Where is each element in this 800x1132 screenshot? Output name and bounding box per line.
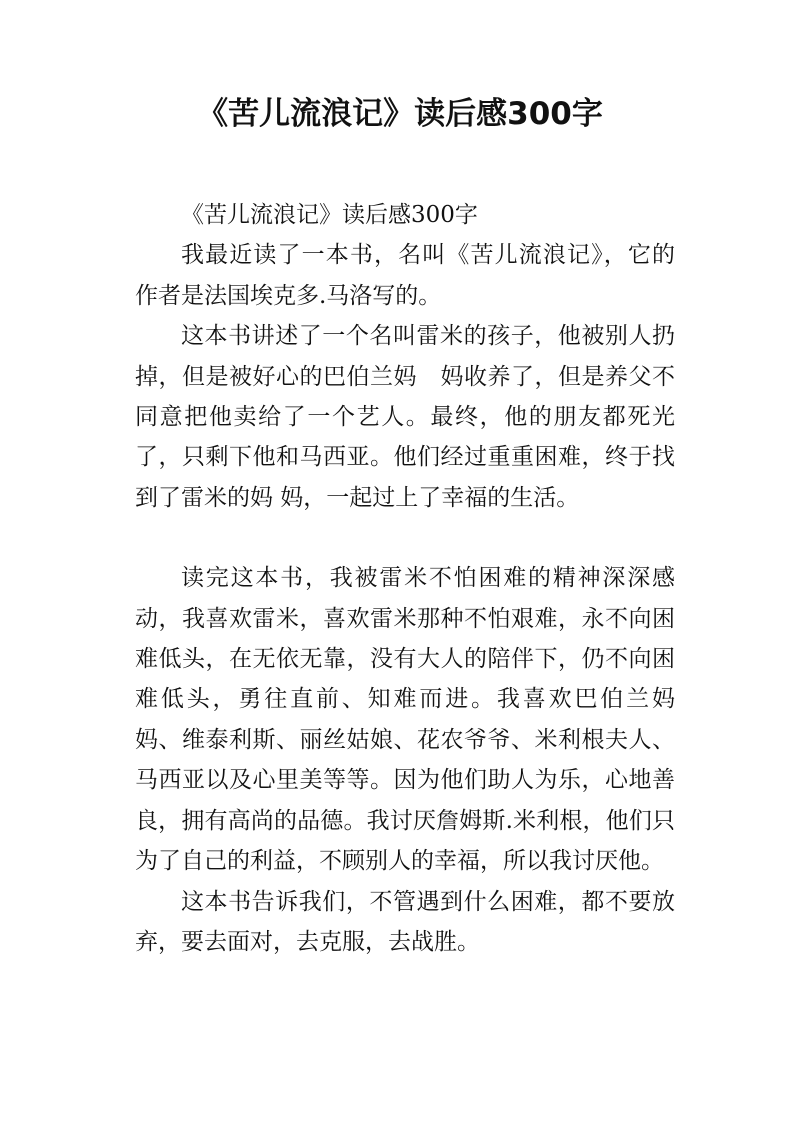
paragraph-subtitle: 《苦儿流浪记》读后感300字 [181, 202, 478, 228]
document-title: 《苦儿流浪记》读后感300字 [197, 96, 603, 132]
paragraph-summary: 这本书讲述了一个名叫雷米的孩子，他被别人扔掉，但是被好心的巴伯兰妈 妈收养了，但是养父不同意把他卖给了一个艺人。最终，他的朋友都死光了，只剩下他和马西亚。他们经过重重困难，终于找到了雷米的妈 妈，一起过上了幸福的生活。 [135, 323, 675, 511]
paragraph-spacer [135, 518, 675, 558]
paragraph-intro: 我最近读了一本书，名叫《苦儿流浪记》，它的作者是法国埃克多.马洛写的。 [135, 242, 675, 309]
document-body [135, 195, 698, 962]
paragraph-conclusion: 这本书告诉我们，不管遇到什么困难，都不要放弃，要去面对，去克服，去战胜。 [135, 888, 675, 955]
paragraph-reflection: 读完这本书，我被雷米不怕困难的精神深深感动，我喜欢雷米，喜欢雷米那种不怕艰难，永不向困难低头，在无依无靠，没有大人的陪伴下，仍不向困难低头，勇往直前、知难而进。我喜欢巴伯兰妈 妈、维泰利斯、丽丝姑娘、花农爷爷、米利根夫人、马西亚以及心里美等等。因为他们助人为乐，心地善良，拥有高尚的品德。我讨厌詹姆斯.米利根，他们只为了自己的利益，不顾别人的幸福，所以我讨厌他。 [135, 565, 698, 875]
